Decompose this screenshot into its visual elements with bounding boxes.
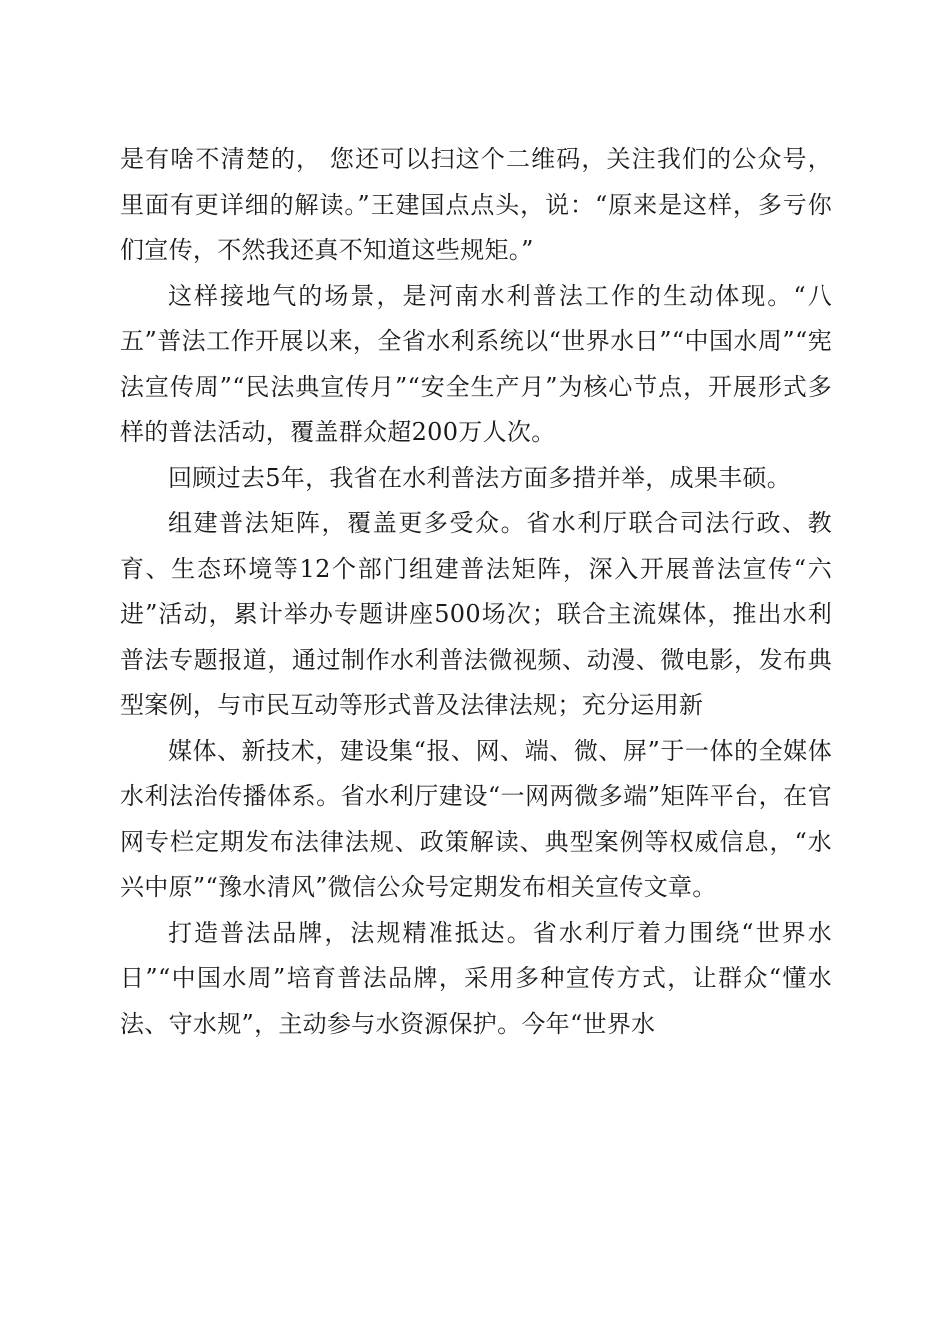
paragraph-henan-water-law-campaign: 这样接地气的场景，是河南水利普法工作的生动体现。“八五”普法工作开展以来，全省水利系统以“世界水日”“中国水周”“宪法宣传周”“民法典宣传月”“安全生产月”为核心节点，开展形式多样的普法活动，覆盖群众超200万人次。 bbox=[120, 281, 832, 446]
paragraph-all-media-system: 媒体、新技术，建设集“报、网、端、微、屏”于一体的全媒体水利法治传播体系。省水利厅建设“一网两微多端”矩阵平台，在官网专栏定期发布法律法规、政策解读、典型案例等权威信息，“水兴中原”“豫水清风”微信公众号定期发布相关宣传文章。 bbox=[120, 736, 832, 901]
document-body bbox=[120, 137, 832, 1047]
paragraph-continuation-qr-code: 是有啥不清楚的， 您还可以扫这个二维码，关注我们的公众号，里面有更详细的解读。”王建国点点头，说：“原来是这样，多亏你们宣传，不然我还真不知道这些规矩。” bbox=[120, 145, 832, 264]
paragraph-law-brand: 打造普法品牌，法规精准抵达。省水利厅着力围绕“世界水日”“中国水周”培育普法品牌，采用多种宣传方式，让群众“懂水法、守水规”，主动参与水资源保护。今年“世界水 bbox=[120, 918, 832, 1038]
paragraph-publicity-matrix: 组建普法矩阵，覆盖更多受众。省水利厅联合司法行政、教育、生态环境等12个部门组建普法矩阵，深入开展普法宣传“六进”活动，累计举办专题讲座500场次；联合主流媒体，推出水利普法专题报道，通过制作水利普法微视频、动漫、微电影，发布典型案例，与市民互动等形式普及法律法规；充分运用新 bbox=[120, 509, 832, 719]
paragraph-five-year-review: 回顾过去5年，我省在水利普法方面多措并举，成果丰硕。 bbox=[168, 463, 792, 492]
